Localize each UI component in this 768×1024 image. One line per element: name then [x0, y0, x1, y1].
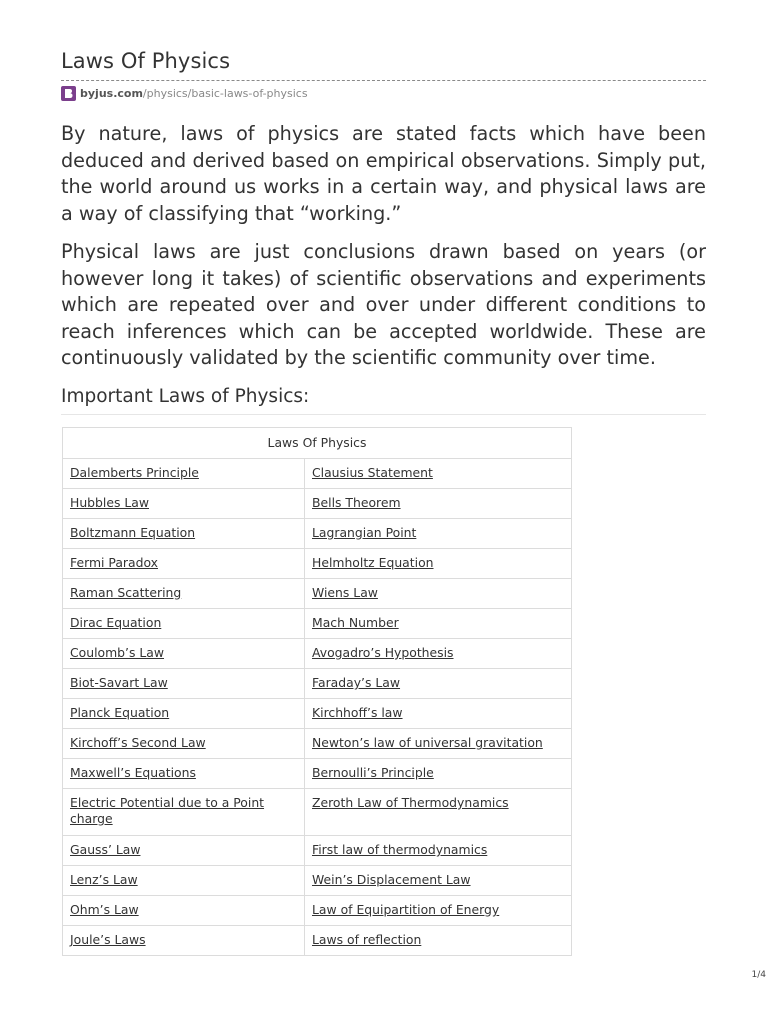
table-cell — [63, 896, 305, 926]
law-link[interactable]: Lenz’s Law — [70, 872, 138, 887]
table-row — [63, 519, 572, 549]
law-link[interactable]: Fermi Paradox — [70, 555, 158, 570]
law-link[interactable]: Kirchhoff’s law — [312, 705, 403, 720]
table-cell — [305, 609, 572, 639]
law-link[interactable]: Clausius Statement — [312, 465, 433, 480]
table-cell — [305, 729, 572, 759]
law-link[interactable]: Joule’s Laws — [70, 932, 146, 947]
table-cell — [63, 549, 305, 579]
table-row — [63, 489, 572, 519]
table-cell — [305, 489, 572, 519]
table-row — [63, 836, 572, 866]
law-link[interactable]: Laws of reflection — [312, 932, 422, 947]
page-number: 1/4 — [751, 970, 766, 980]
table-cell — [305, 519, 572, 549]
law-link[interactable]: Wiens Law — [312, 585, 378, 600]
law-link[interactable]: Bells Theorem — [312, 495, 401, 510]
table-cell — [305, 789, 572, 836]
law-link[interactable]: Ohm’s Law — [70, 902, 139, 917]
table-row — [63, 549, 572, 579]
law-link[interactable]: Dirac Equation — [70, 615, 162, 630]
law-link[interactable]: Boltzmann Equation — [70, 525, 196, 540]
law-link[interactable]: Electric Potential due to a Point charge — [70, 795, 265, 826]
table-cell — [305, 836, 572, 866]
table-cell — [63, 926, 305, 956]
table-cell — [63, 836, 305, 866]
table-row — [63, 669, 572, 699]
table-row — [63, 699, 572, 729]
table-cell — [305, 669, 572, 699]
law-link[interactable]: Avogadro’s Hypothesis — [312, 645, 454, 660]
table-cell — [63, 789, 305, 836]
intro-paragraph: By nature, laws of physics are stated facts which have been deduced and derived based on empirical observations. Simply put, the world around us works in a certain way, and physical laws are a way of classifying that “working.” — [61, 122, 706, 225]
source-domain[interactable]: byjus.com — [80, 87, 143, 100]
table-cell — [63, 579, 305, 609]
law-link[interactable]: Hubbles Law — [70, 495, 149, 510]
law-link[interactable]: Gauss’ Law — [70, 842, 141, 857]
table-cell — [63, 489, 305, 519]
table-row — [63, 789, 572, 836]
table-row — [63, 609, 572, 639]
page-title: Laws Of Physics — [61, 49, 231, 73]
table-row — [63, 759, 572, 789]
table-cell — [305, 866, 572, 896]
law-link[interactable]: First law of thermodynamics — [312, 842, 488, 857]
table-row — [63, 896, 572, 926]
table-row — [63, 579, 572, 609]
table-cell — [63, 609, 305, 639]
source-url[interactable] — [61, 85, 308, 102]
law-link[interactable]: Helmholtz Equation — [312, 555, 434, 570]
source-path[interactable]: /physics/basic-laws-of-physics — [142, 87, 308, 100]
law-link[interactable]: Mach Number — [312, 615, 399, 630]
table-row — [63, 866, 572, 896]
law-link[interactable]: Wein’s Displacement Law — [312, 872, 471, 887]
table-cell — [305, 549, 572, 579]
section-divider — [61, 414, 706, 415]
law-link[interactable]: Bernoulli’s Principle — [312, 765, 434, 780]
law-link[interactable]: Coulomb’s Law — [70, 645, 165, 660]
law-link[interactable]: Raman Scattering — [70, 585, 182, 600]
law-link[interactable]: Planck Equation — [70, 705, 170, 720]
table-header: Laws Of Physics — [63, 428, 572, 459]
law-link[interactable]: Zeroth Law of Thermodynamics — [312, 795, 509, 810]
table-cell — [305, 926, 572, 956]
table-row — [63, 729, 572, 759]
law-link[interactable]: Maxwell’s Equations — [70, 765, 196, 780]
table-cell — [305, 896, 572, 926]
table-cell — [63, 669, 305, 699]
law-link[interactable]: Newton’s law of universal gravitation — [312, 735, 543, 750]
table-cell — [63, 639, 305, 669]
law-link[interactable]: Lagrangian Point — [312, 525, 417, 540]
table-cell — [305, 579, 572, 609]
table-cell — [63, 699, 305, 729]
laws-table — [62, 427, 572, 956]
table-cell — [63, 729, 305, 759]
law-link[interactable]: Dalemberts Principle — [70, 465, 199, 480]
law-link[interactable]: Kirchoff’s Second Law — [70, 735, 206, 750]
table-cell — [305, 759, 572, 789]
table-cell — [63, 866, 305, 896]
law-link[interactable]: Law of Equipartition of Energy — [312, 902, 500, 917]
table-cell — [305, 639, 572, 669]
table-cell — [63, 759, 305, 789]
byjus-logo-icon — [61, 86, 76, 101]
section-heading: Important Laws of Physics: — [61, 386, 310, 407]
table-row — [63, 926, 572, 956]
table-row — [63, 459, 572, 489]
table-header-row — [63, 428, 572, 459]
table-cell — [63, 519, 305, 549]
law-link[interactable]: Faraday’s Law — [312, 675, 401, 690]
table-cell — [305, 699, 572, 729]
law-link[interactable]: Biot-Savart Law — [70, 675, 168, 690]
table-cell — [305, 459, 572, 489]
title-divider — [61, 80, 706, 81]
second-paragraph: Physical laws are just conclusions drawn based on years (or however long it takes) of scientific observations and experiments which are repeated over and over under different conditions to reach inferences which can be accepted worldwide. These are continuously validated by the scientific community over time. — [61, 240, 706, 369]
table-cell — [63, 459, 305, 489]
table-row — [63, 639, 572, 669]
